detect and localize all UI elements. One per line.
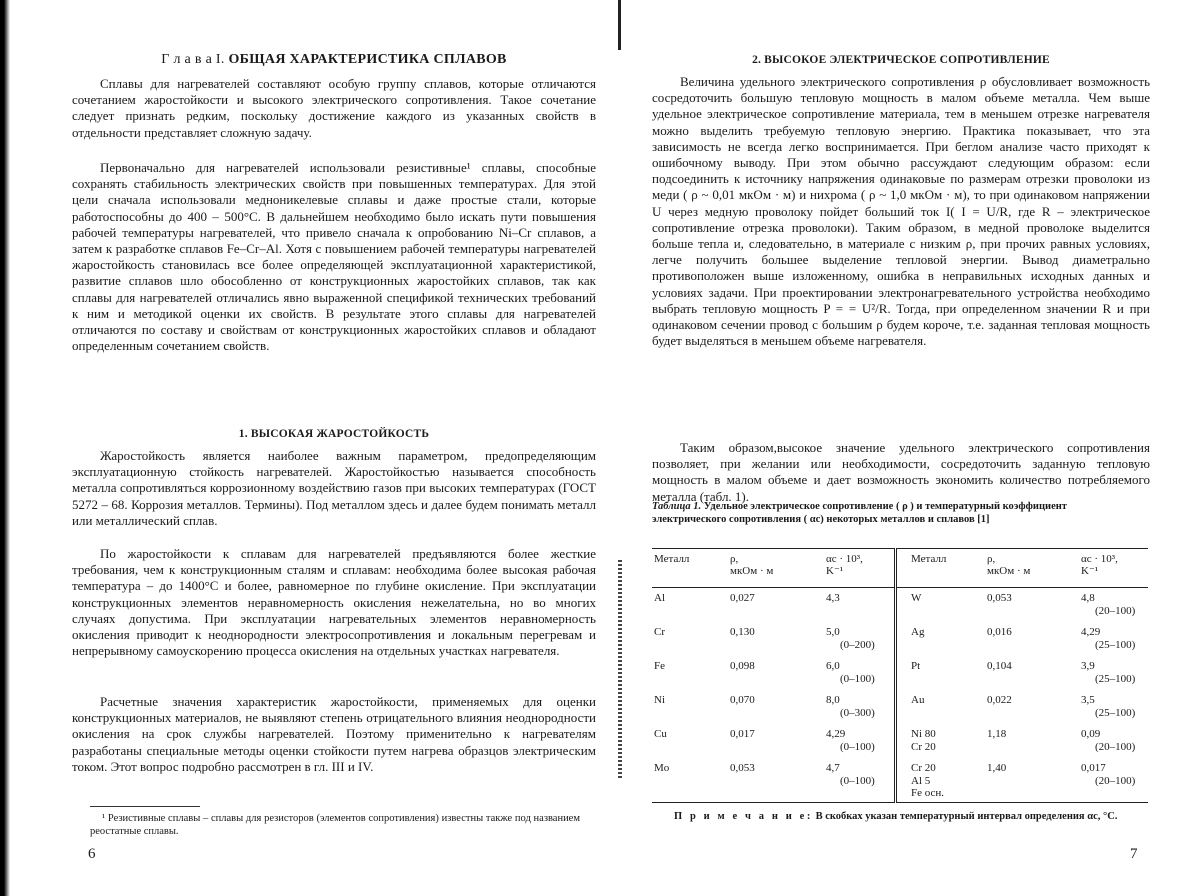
cell-alpha: 3,5 (25–100) <box>1081 694 1136 719</box>
paragraph: Величина удельного электрического сопротивления ρ обусловливает возможность сосредоточить большую тепловую мощность в малом объеме металла. Чем выше удельное электрическое сопротивление материала, тем в меньшем отрезке нагревателя можно выделить требуемую тепловую энергию. Практика показывает, что эта зависимость не всегда легко воспринимается. При беглом анализе часто приходят к ошибочному выводу. При этом обычно рассуждают следующим образом: если подсоединить к источнику напряжения одинаковые по размерам отрезки проволоки из меди ( ρ ~ 0,01 мкОм · м) и нихрома ( ρ ~ 1,0 мкОм · м), то при одинаковом напряжении U через медную проволоку пойдет больший ток I( I = U/R, где R – электрическое сопротивление отрезка проволоки). Таким образом, в медной проволоке выделится больше тепла и, следовательно, в материале с низким ρ, при прочих равных условиях, легче получить большее выделение тепловой энергии. Вывод диаметрально противоположен выше изложенному, ошибка в неправильных исходных данных и условиях задачи. При проектировании электронагревательного устройства необходимо выбрать тепловую мощность P = = U²/R. Тогда, при определенном значении R и при одинаковом сечении провод с большим ρ будем короче, т.е. заданная тепловая мощность будет выделяться в меньшем объеме нагревателя. <box>652 74 1150 349</box>
table-row <box>652 656 1148 690</box>
cell-metal: W <box>896 588 986 623</box>
cell-rho: 0,104 <box>987 660 1012 672</box>
book-gutter <box>612 0 628 896</box>
cell-metal: Pt <box>896 656 986 690</box>
cell-metal: Cu <box>654 728 667 740</box>
header-metal: Металл <box>652 549 728 588</box>
left-page <box>72 0 596 896</box>
cell-rho: 0,016 <box>987 626 1012 638</box>
cell-metal: Cr <box>654 626 665 638</box>
cell-alpha: 0,09 (20–100) <box>1081 728 1136 753</box>
paragraph: Таким образом,высокое значение удельного электрического сопротивления позволяет, при желании или необходимости, сосредоточить заданную тепловую мощность в малом объеме и дает возможность экономить количество потребляемого металла (табл. 1). <box>652 440 1150 504</box>
paragraph: Первоначально для нагревателей использовали резистивные¹ сплавы, способные сохранять стабильность электрических свойств при повышенных температурах. Для этой цели сначала использовали медноникелевые сплавы и даже простые стали, которые работоспособны до 400 – 500°С. В дальнейшем необходимо было искать пути повышения рабочей температуры нагревателей, что привело сначала к опробованию Ni–Cr сплавов, а затем к разработке сплавов Fe–Cr–Al. Хотя с повышением рабочей температуры нагревателей жаростойкость становилась все более определяющей эксплуатационной характеристикой, развитие сплавов шло обособленно от конструкционных жаростойких сплавов, так как сплавы для нагревателей отличались явно выраженной спецификой технических требований к ним и методикой оценки их свойств. В результате этого сплавы для нагревателей отличаются по составу и свойствам от конструкционных жаростойких сплавов и обладают определенным сочетанием свойств. <box>72 160 596 354</box>
cell-rho: 0,053 <box>987 592 1012 604</box>
table-row <box>652 588 1148 623</box>
note-label: П р и м е ч а н и е: <box>674 811 813 822</box>
cell-alpha: 4,29 (0–100) <box>826 728 875 753</box>
header-rho-unit: мкОм · м <box>987 565 1031 577</box>
cell-metal: Mo <box>652 758 728 803</box>
section-heading: 1. ВЫСОКАЯ ЖАРОСТОЙКОСТЬ <box>238 428 430 440</box>
cell-rho: 0,027 <box>730 592 755 604</box>
note-text: В скобках указан температурный интервал определения αc, °С. <box>815 811 1118 822</box>
cell-metal: Ni 80 Cr 20 <box>896 724 986 758</box>
right-page <box>652 0 1150 896</box>
header-alpha-unit: K⁻¹ <box>1081 565 1099 577</box>
cell-metal: Ni <box>654 694 665 706</box>
paragraph: Сплавы для нагревателей составляют особую группу сплавов, которые отличаются сочетанием жаростойкости и высокого электрического сопротивления. Такое сочетание следует признать редким, поскольку достижение каждого из указанных свойств в отдельности представляет сложную задачу. <box>72 76 596 140</box>
cell-alpha: 4,29 (25–100) <box>1081 626 1136 651</box>
chapter-prefix: Г л а в а I. <box>161 52 225 67</box>
gutter-mark <box>618 560 622 780</box>
table-row <box>652 758 1148 803</box>
cell-metal: Al <box>654 592 665 604</box>
section-heading: 2. ВЫСОКОЕ ЭЛЕКТРИЧЕСКОЕ СОПРОТИВЛЕНИЕ <box>752 54 1050 66</box>
data-table <box>652 548 1148 803</box>
cell-alpha: 4,7 (0–100) <box>824 758 896 803</box>
book-edge-shadow <box>0 0 10 896</box>
cell-metal: Ag <box>896 622 986 656</box>
cell-alpha: 8,0 (0–300) <box>826 694 875 719</box>
header-alpha-unit: K⁻¹ <box>826 565 844 577</box>
cell-alpha: 4,3 <box>826 592 840 604</box>
cell-alpha: 3,9 (25–100) <box>1081 660 1136 685</box>
header-rho: ρ, мкОм · м <box>985 549 1079 588</box>
chapter-heading <box>72 52 596 68</box>
cell-rho: 1,40 <box>985 758 1079 803</box>
cell-alpha: 6,0 (0–100) <box>826 660 875 685</box>
table-caption-text: Удельное электрическое сопротивление ( ρ ) и температурный коэффициент электрического сопротивления ( αc) некоторых металлов и сплавов [1] <box>652 501 1067 525</box>
cell-rho: 0,130 <box>730 626 755 638</box>
paragraph: Расчетные значения характеристик жаростойкости, применяемых для оценки конструкционных материалов, не выявляют степень отрицательного влияния неоднородности окисления на срок службы нагревателей. Поэтому применительно к нагревателям разработаны специальные методы оценки стойкости путем нагрева образцов электрическим током. Этот вопрос подробно рассмотрен в гл. III и IV. <box>72 694 596 774</box>
gutter-mark <box>618 0 621 50</box>
cell-rho: 0,070 <box>730 694 755 706</box>
header-metal: Металл <box>896 549 986 588</box>
table-note <box>674 811 1154 822</box>
cell-metal: Fe <box>654 660 665 672</box>
paragraph: Жаростойкость является наиболее важным параметром, предопределяющим эксплуатационную стойкость нагревателей. Жаростойкостью называется способность металла сопротивляться коррозионному воздействию газов при высоких температурах (ГОСТ 5272 – 68. Коррозия металлов. Термины). Под металлом здесь и далее будем понимать металл или металлический сплав. <box>72 448 596 528</box>
cell-alpha: 0,017 (20–100) <box>1079 758 1148 803</box>
header-alpha: αc · 10³, K⁻¹ <box>824 549 896 588</box>
cell-rho: 0,098 <box>730 660 755 672</box>
table-caption-label: Таблица 1. <box>652 501 702 512</box>
header-alpha: αc · 10³, K⁻¹ <box>1079 549 1148 588</box>
cell-alpha: 5,0 (0–200) <box>826 626 875 651</box>
header-rho-unit: мкОм · м <box>730 565 774 577</box>
cell-rho: 0,017 <box>730 728 755 740</box>
cell-metal: Cr 20 Al 5 Fe осн. <box>896 758 986 803</box>
cell-rho: 0,053 <box>728 758 824 803</box>
cell-alpha: 4,8 (20–100) <box>1081 592 1136 617</box>
table-caption <box>652 500 1092 526</box>
table-row <box>652 622 1148 656</box>
footnote-rule <box>90 806 200 807</box>
cell-metal: Au <box>896 690 986 724</box>
page-number: 6 <box>88 846 96 862</box>
header-rho: ρ, мкОм · м <box>728 549 824 588</box>
paragraph: По жаростойкости к сплавам для нагревателей предъявляются более жесткие требования, чем к конструкционным сталям и сплавам: необходима более высокая рабочая температура – до 1400°С и более, равномерное по глубине окисление. При эксплуатации конструкционных элементов неравномерность окисления нежелательна, но во многих случаях допустима. При эксплуатации нагревательных элементов неравномерность окисления приводит к неоднородности электросопротивления и локальным перегревам и непрерывному самоускорению процесса окисления на отдельных участках нагревателя. <box>72 546 596 659</box>
table-row <box>652 690 1148 724</box>
footnote: ¹ Резистивные сплавы – сплавы для резисторов (элементов сопротивления) известны также под названием реостатные сплавы. <box>90 813 580 837</box>
chapter-title: ОБЩАЯ ХАРАКТЕРИСТИКА СПЛАВОВ <box>228 52 507 67</box>
page-number: 7 <box>1130 846 1138 862</box>
cell-rho: 1,18 <box>987 728 1007 740</box>
cell-rho: 0,022 <box>987 694 1012 706</box>
table-header-row <box>652 549 1148 588</box>
table-row <box>652 724 1148 758</box>
